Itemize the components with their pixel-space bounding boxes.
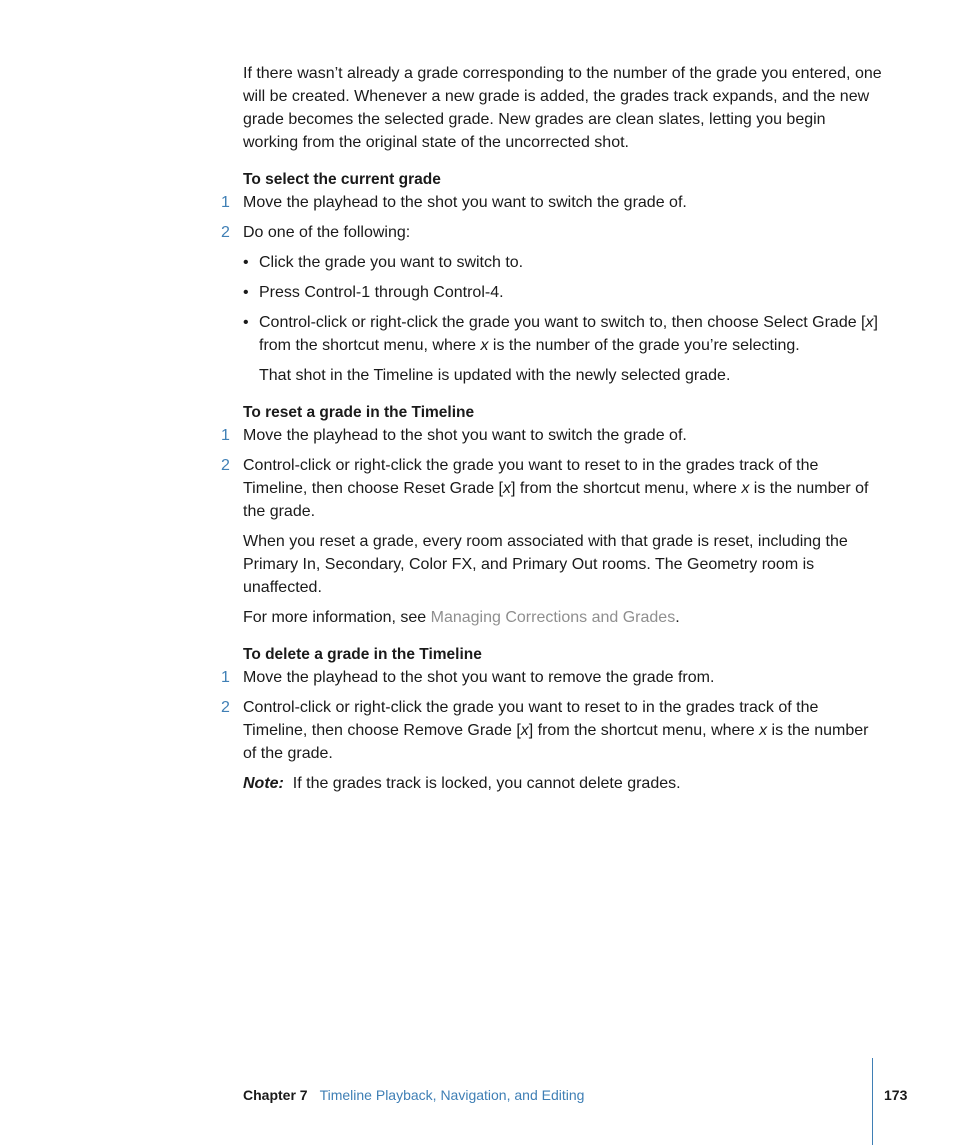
text-run: Control-click or right-click the grade you want to switch to, then choose Select Grade [	[259, 314, 866, 331]
text-run: is the number of the grade.	[243, 722, 869, 762]
step-text	[243, 457, 868, 520]
bullet-item	[243, 311, 883, 357]
variable-x: x	[502, 480, 511, 497]
variable-x: x	[865, 314, 874, 331]
step-number: 1	[221, 427, 230, 444]
bullet-item	[243, 251, 883, 274]
step-number: 2	[221, 699, 230, 716]
result-text: That shot in the Timeline is updated with the newly selected grade.	[259, 367, 731, 384]
chapter-title-link[interactable]: Timeline Playback, Navigation, and Editing	[319, 1087, 585, 1103]
step-2	[221, 696, 883, 765]
text-run: is the number of the grade.	[243, 480, 869, 520]
step-number: 1	[221, 194, 230, 211]
section-delete-grade	[221, 643, 883, 795]
link-managing-corrections[interactable]: Managing Corrections and Grades	[430, 609, 676, 626]
bullet-icon: •	[243, 254, 249, 271]
step-text: Move the playhead to the shot you want to switch the grade of.	[243, 194, 687, 211]
step-1	[221, 424, 883, 447]
section-select-grade	[221, 168, 883, 387]
heading-delete-grade: To delete a grade in the Timeline	[243, 646, 482, 663]
step-number: 2	[221, 457, 230, 474]
note-text: If the grades track is locked, you cannot delete grades.	[292, 775, 681, 792]
variable-x: x	[520, 722, 529, 739]
step-text: Move the playhead to the shot you want to switch the grade of.	[243, 427, 687, 444]
variable-x: x	[759, 722, 768, 739]
step-2	[221, 221, 883, 244]
heading-select-grade: To select the current grade	[243, 171, 441, 188]
bullet-icon: •	[243, 314, 249, 331]
bullet-text	[259, 314, 878, 354]
section-reset-grade	[221, 401, 883, 629]
step-number: 1	[221, 669, 230, 686]
text-run: For more information, see	[243, 609, 431, 626]
text-run: ] from the shortcut menu, where	[528, 722, 760, 739]
step-2	[221, 454, 883, 523]
reset-explanation: When you reset a grade, every room associated with that grade is reset, including the Primary In, Secondary, Color FX, and Primary Out rooms. The Geometry room is unaffected.	[243, 533, 848, 596]
note-label: Note:	[243, 775, 284, 792]
step-text	[243, 699, 868, 762]
text-run: is the number of the grade you’re selecting.	[488, 337, 800, 354]
chapter-label: Chapter 7	[243, 1087, 308, 1103]
bullet-icon: •	[243, 284, 249, 301]
bullet-text: Click the grade you want to switch to.	[259, 254, 524, 271]
page-content	[221, 62, 883, 809]
text-run: .	[675, 609, 680, 626]
step-1	[221, 666, 883, 689]
step-1	[221, 191, 883, 214]
intro-paragraph: If there wasn’t already a grade corresponding to the number of the grade you entered, one will be created. Whenever a new grade is added, the grades track expands, and the new grade becomes the selected grade. New grades are clean slates, letting you begin working from the original state of the uncorrected shot.	[243, 65, 882, 151]
text-run: ] from the shortcut menu, where	[510, 480, 742, 497]
bullet-text: Press Control-1 through Control-4.	[259, 284, 504, 301]
page-number: 173	[884, 1087, 908, 1103]
note	[243, 772, 883, 795]
heading-reset-grade: To reset a grade in the Timeline	[243, 404, 475, 421]
text-run: ] from the shortcut menu, where	[259, 314, 878, 354]
more-info	[243, 606, 883, 629]
text-run: Control-click or right-click the grade you want to reset to in the grades track of the Timeline, then choose Reset Grade [	[243, 457, 819, 497]
step-number: 2	[221, 224, 230, 241]
variable-x: x	[741, 480, 750, 497]
footer-divider	[872, 1058, 873, 1145]
step-text: Move the playhead to the shot you want to remove the grade from.	[243, 669, 715, 686]
bullet-item	[243, 281, 883, 304]
text-run: Control-click or right-click the grade you want to reset to in the grades track of the Timeline, then choose Remove Grade [	[243, 699, 819, 739]
step-text: Do one of the following:	[243, 224, 411, 241]
variable-x: x	[480, 337, 489, 354]
footer-chapter	[243, 1086, 584, 1104]
